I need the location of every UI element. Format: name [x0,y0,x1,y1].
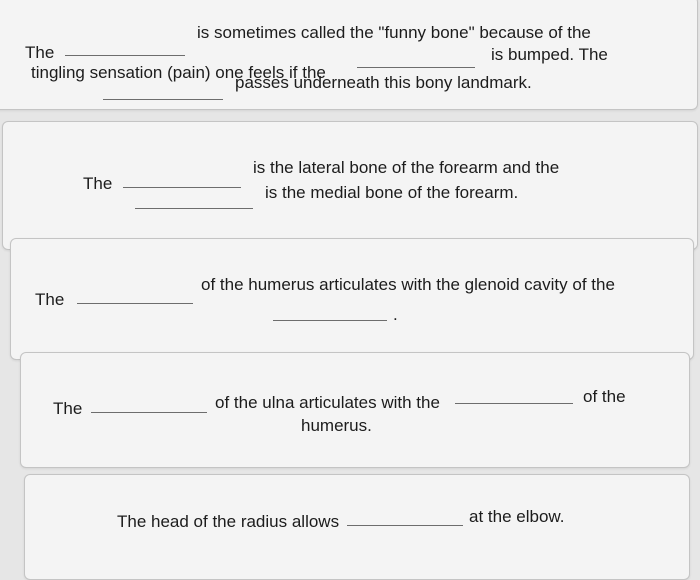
question-card-3 [10,238,694,360]
question-1-blank-1[interactable] [65,55,185,56]
question-1-text-5: passes underneath this bony landmark. [235,73,532,92]
question-5-blank-1[interactable] [347,525,463,526]
question-card-4 [20,352,690,468]
question-3-text-1: The [35,290,65,309]
question-card-2 [2,121,698,250]
question-2-blank-1[interactable] [123,187,241,188]
question-3-text-2: of the humerus articulates with the glenoid cavity of the [201,275,615,294]
question-4-text-3: of the [583,387,626,406]
question-5-text-1: The head of the radius allows [117,512,340,531]
question-4-text-4: humerus. [301,416,372,435]
question-1-text-2: is sometimes called the "funny bone" because of the [197,23,591,42]
question-4-blank-2[interactable] [455,403,573,404]
question-4-text-2: of the ulna articulates with the [215,393,440,412]
question-1-text-3: tingling sensation (pain) one feels if the [31,63,326,82]
question-3-text-3: . [393,305,398,324]
question-2-text-3: is the medial bone of the forearm. [265,183,519,202]
question-1-text-1: The [25,43,55,62]
question-1-blank-3[interactable] [103,99,223,100]
question-1-blank-2[interactable] [357,67,475,68]
question-2-text-1: The [83,174,113,193]
question-3-blank-2[interactable] [273,320,387,321]
question-2-blank-2[interactable] [135,208,253,209]
question-card-5 [24,474,690,580]
question-3-blank-1[interactable] [77,303,193,304]
question-4-blank-1[interactable] [91,412,207,413]
question-5-text-2: at the elbow. [469,507,565,526]
question-2-text-2: is the lateral bone of the forearm and the [253,158,560,177]
question-1-text-4: is bumped. The [491,45,608,64]
question-4-text-1: The [53,399,83,418]
question-card-1 [0,0,698,110]
